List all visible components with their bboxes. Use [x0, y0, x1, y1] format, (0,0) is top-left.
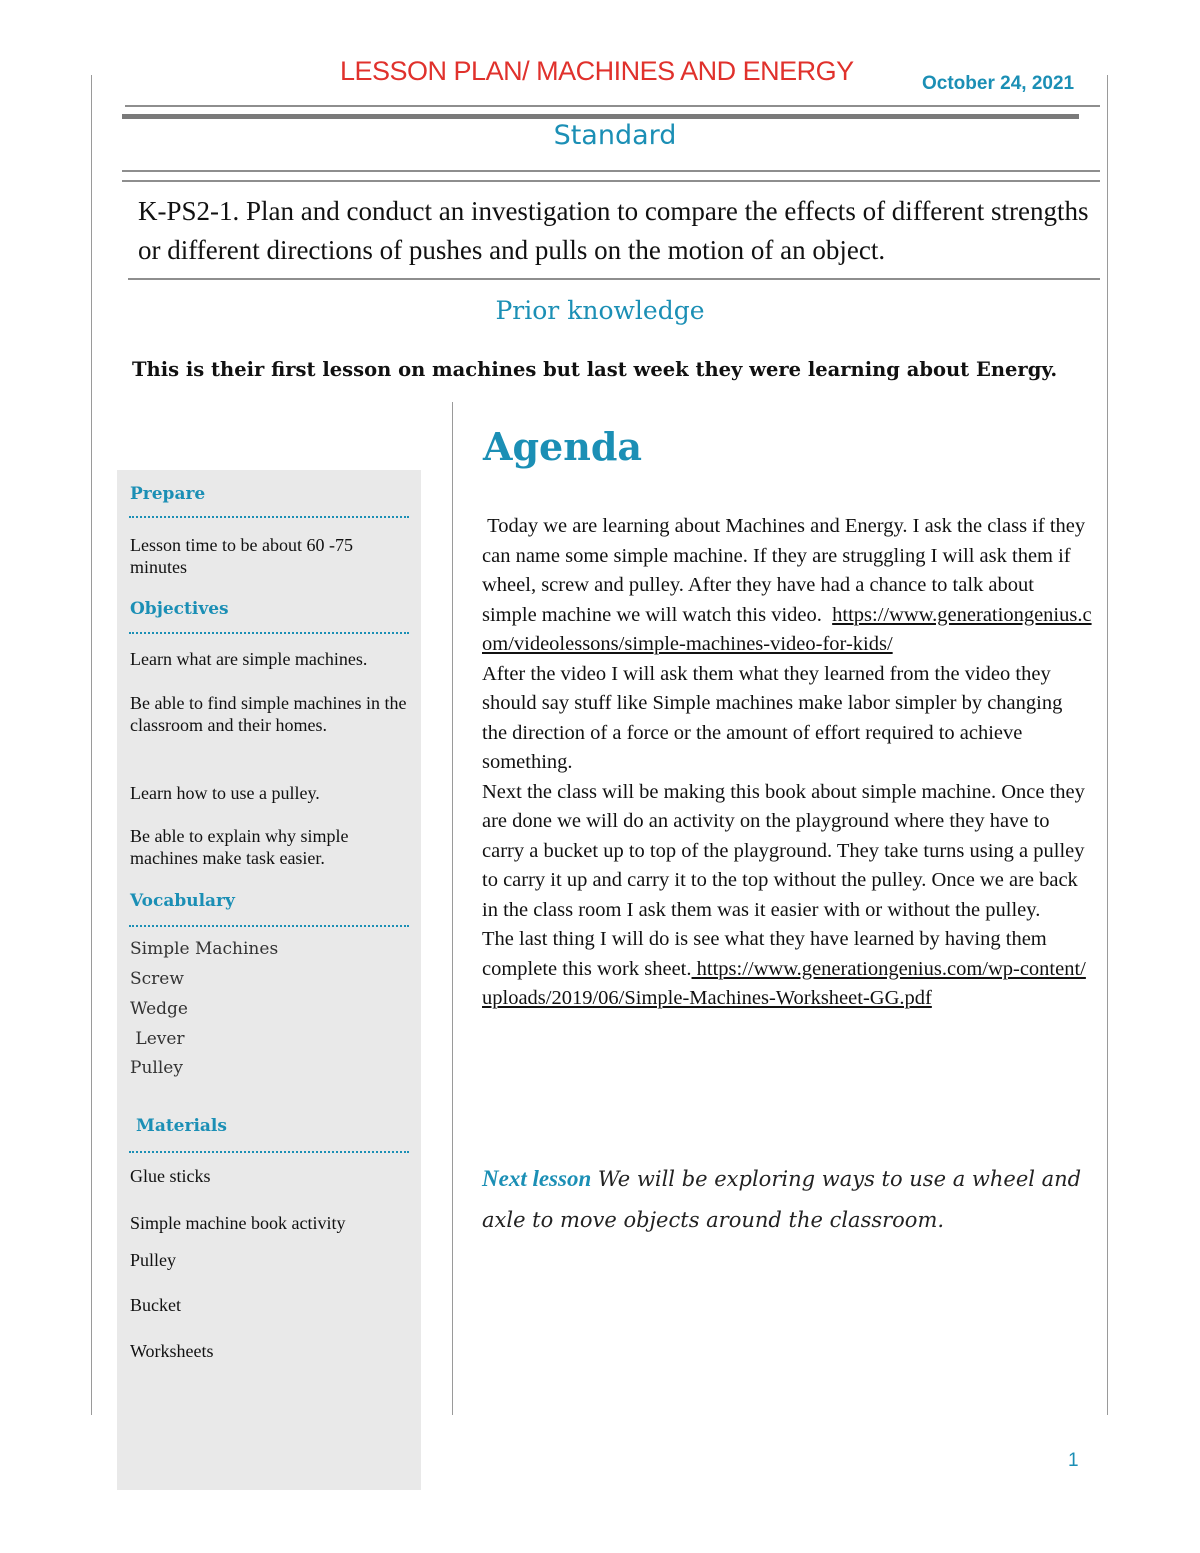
vocabulary-item: Simple Machines: [130, 939, 279, 959]
objective-item: Be able to find simple machines in the classroom and their homes.: [130, 693, 407, 735]
page-border-left: [91, 75, 92, 1415]
material-item: Glue sticks: [130, 1166, 211, 1186]
header-rule-thick: [122, 114, 1079, 119]
vocabulary-item: Wedge: [130, 999, 188, 1019]
agenda-paragraph-2: After the video I will ask them what they learned from the video they should say stuff like Simple machines make labor simpler by changing the direction of a force or the amount of effort required to achieve something.: [482, 662, 1063, 773]
prepare-heading: Prepare: [130, 484, 206, 504]
prior-knowledge-text: This is their first lesson on machines but last week they were learning about Energy.: [132, 358, 1058, 381]
materials-heading: Materials: [136, 1116, 227, 1136]
agenda-text: The last thing I will do is see what they have learned by having them complete this work sheet.: [482, 928, 1047, 980]
prior-knowledge-heading: Prior knowledge: [495, 296, 705, 325]
agenda-paragraph-1: [482, 512, 1092, 660]
vocabulary-item: Screw: [130, 969, 184, 989]
material-item: Pulley: [130, 1250, 177, 1270]
document-title: LESSON PLAN/ MACHINES AND ENERGY: [340, 56, 854, 86]
vocabulary-heading: Vocabulary: [130, 891, 235, 911]
page-number: 1: [1068, 1450, 1079, 1471]
materials-rule: [129, 1151, 409, 1153]
objective-item: Learn what are simple machines.: [130, 649, 368, 669]
next-lesson: [482, 1158, 1092, 1241]
standard-rule-3: [128, 278, 1100, 280]
prepare-item: Lesson time to be about 60 -75 minutes: [130, 535, 353, 577]
agenda-paragraph-3: Next the class will be making this book about simple machine. Once they are done we will do an activity on the playground where they have to carry a bucket up to top of the playground. They take turns using a pulley to carry it up and carry it to the top without the pulley. Once we are back in the class room I ask them was it easier with or without the pulley.: [482, 780, 1085, 921]
vocabulary-rule: [129, 925, 409, 927]
agenda-body: [482, 512, 1092, 1014]
page-border-right: [1107, 75, 1108, 1415]
agenda-text: Today we are learning about Machines and Energy. I ask the class if they can name some simple machine. If they are struggling I will ask them if wheel, screw and pulley. After they have had a chance to talk about simple machine we will watch this video.: [482, 515, 1091, 626]
vocabulary-item: Pulley: [130, 1058, 183, 1078]
agenda-heading: Agenda: [483, 424, 643, 469]
column-divider: [452, 402, 453, 1415]
standard-rule-1: [122, 170, 1100, 172]
objectives-heading: Objectives: [130, 599, 229, 619]
objectives-rule: [129, 632, 409, 634]
prepare-rule: [129, 516, 409, 518]
material-item: Bucket: [130, 1295, 181, 1315]
header-rule-thin: [125, 105, 1100, 107]
standard-heading: Standard: [553, 120, 677, 151]
standard-rule-2: [122, 180, 1100, 182]
material-item: Simple machine book activity: [130, 1213, 346, 1233]
next-lesson-text: We will be exploring ways to use a wheel and axle to move objects around the classroom.: [482, 1167, 1082, 1232]
objective-item: Learn how to use a pulley.: [130, 783, 320, 803]
worksheet-link[interactable]: https://www.generationgenius.com/wp-content/uploads/2019/06/Simple-Machines-Worksheet-GG.pdf: [482, 957, 1086, 1009]
objective-item: Be able to explain why simple machines make task easier.: [130, 826, 349, 868]
next-lesson-label: Next lesson: [482, 1166, 592, 1191]
video-link[interactable]: https://www.generationgenius.com/videolessons/simple-machines-video-for-kids/: [482, 603, 1092, 655]
document-date: October 24, 2021: [922, 73, 1075, 94]
standard-text: K-PS2-1. Plan and conduct an investigation to compare the effects of different strengths or different directions of pushes and pulls on the motion of an object.: [138, 196, 1089, 265]
vocabulary-item: Lever: [130, 1029, 185, 1049]
agenda-paragraph-4: [482, 925, 1092, 1014]
material-item: Worksheets: [130, 1341, 214, 1361]
